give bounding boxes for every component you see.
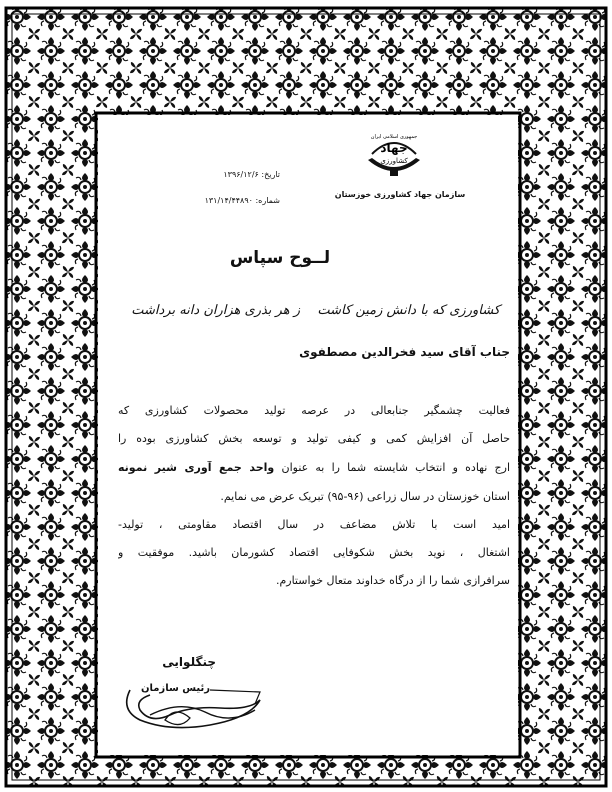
number-value: ۱۳۱/۱۴/۴۴۸۹۰ [204, 196, 253, 205]
body-line-3-text: ارج نهاده و انتخاب شایسته شما را به عنوان [281, 461, 510, 474]
motto-left: ز هر بذری هزاران دانه برداشت [131, 303, 300, 318]
signatory-name: چنگلوایی [162, 655, 216, 669]
body-line-4: استان خوزستان در سال زراعی (۹۶-۹۵) تبریک عرض می نمایم. [220, 490, 510, 503]
body-line-6: اشتغال ، نوید بخش شکوفایی اقتصاد کشورمان باشید. موفقیت و [118, 546, 510, 559]
number-line [150, 196, 280, 205]
jihad-keshavarzi-logo [362, 130, 426, 180]
certificate-title: لــوح سپاس [229, 248, 331, 268]
svg-text:جهاد: جهاد [380, 141, 408, 155]
body-line-7: سرافرازی شما را از درگاه خداوند متعال خواستارم. [275, 574, 510, 587]
body-line-5: امید است با تلاش مضاعف در سال اقتصاد مقاومتی ، تولید- [118, 518, 510, 531]
recipient-name: جناب آقای سید فخرالدین مصطفوی [299, 345, 510, 359]
motto-right: کشاورزی که با دانش زمین کاشت [317, 303, 500, 318]
signatory-title: رئیس سازمان [140, 683, 210, 694]
date-line [150, 170, 280, 179]
date-value: ۱۳۹۶/۱۲/۶ [223, 170, 259, 179]
award-title: واحد جمع آوری شیر نمونه [118, 461, 275, 474]
organization-name: سازمان جهاد کشاورزی خوزستان [334, 190, 466, 199]
handwritten-signature [110, 670, 280, 740]
body-line-2: حاصل آن افزایش کمی و کیفی تولید و توسعه بخش کشاورزی بوده را [118, 432, 510, 445]
svg-text:جمهوری اسلامی ایران: جمهوری اسلامی ایران [370, 134, 418, 140]
body-line-1: فعالیت چشمگیر جنابعالی در عرصه تولید محصولات کشاورزی که [118, 404, 510, 417]
date-label: تاریخ: [261, 170, 280, 179]
body-line-3 [118, 461, 510, 474]
number-label: شماره: [255, 196, 280, 205]
svg-text:کشاورزی: کشاورزی [380, 157, 408, 165]
